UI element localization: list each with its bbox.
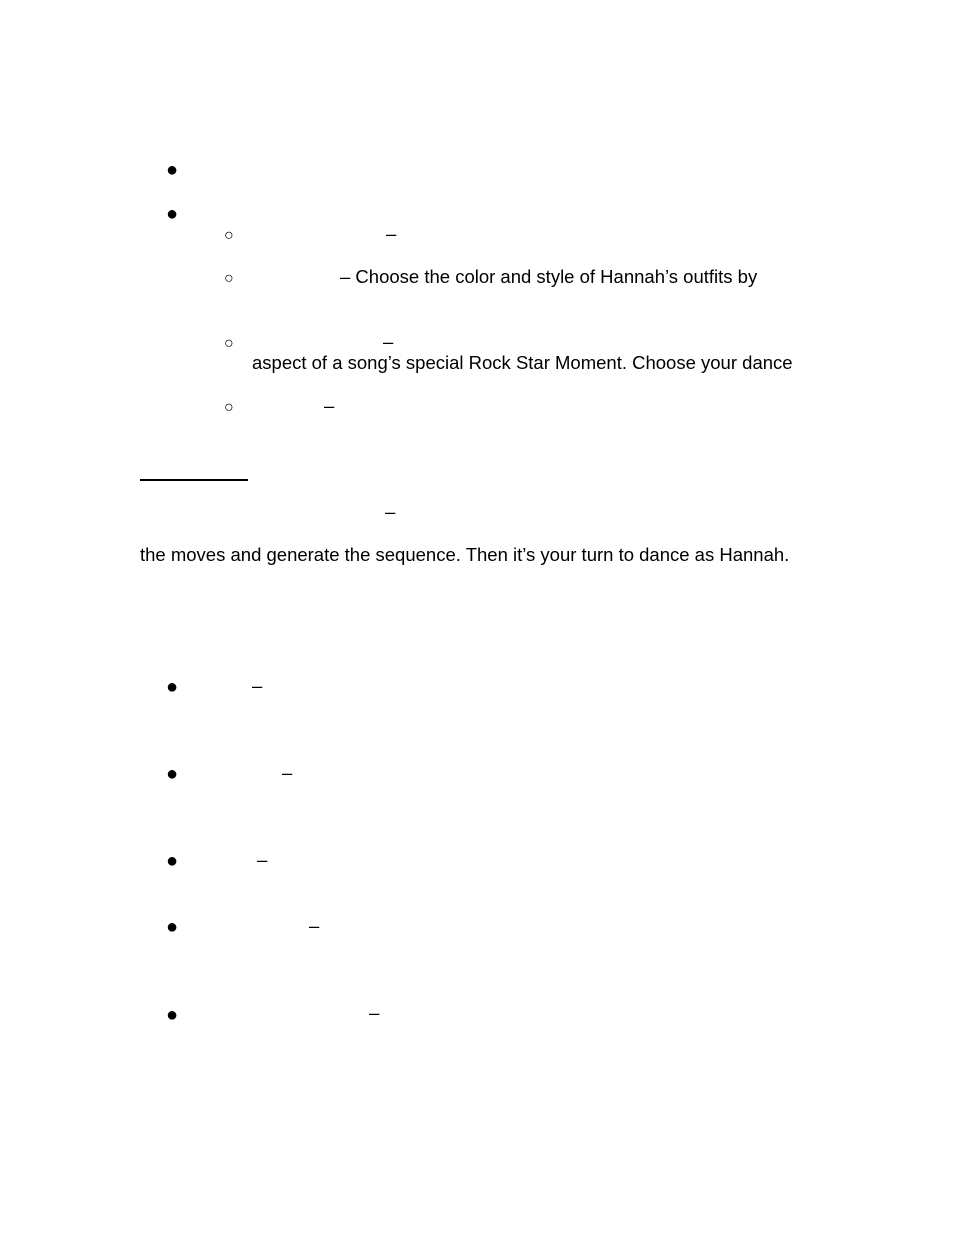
dash-separator: –: [383, 331, 394, 352]
dash-separator: –: [309, 915, 320, 936]
sub-bullet-marker: ○: [224, 270, 234, 287]
dash-separator: –: [252, 675, 263, 696]
outfits-description: – Choose the color and style of Hannah’s outfits by: [340, 266, 758, 287]
bullet-marker: ●: [166, 916, 179, 938]
bullet-marker: ●: [166, 850, 179, 872]
sequence-paragraph: the moves and generate the sequence. Then it’s your turn to dance as Hannah.: [140, 544, 790, 565]
dash-separator: –: [386, 223, 397, 244]
dash-separator: –: [282, 762, 293, 783]
bullet-marker: ●: [166, 203, 179, 225]
bullet-marker: ●: [166, 676, 179, 698]
dash-separator: –: [257, 849, 268, 870]
dash-separator: –: [385, 501, 396, 522]
sub-bullet-marker: ○: [224, 227, 234, 244]
dash-separator: –: [324, 395, 335, 416]
rock-star-description: aspect of a song’s special Rock Star Moment. Choose your dance: [252, 352, 793, 373]
section-heading-underline: [140, 479, 248, 481]
sub-bullet-marker: ○: [224, 335, 234, 352]
bullet-marker: ●: [166, 763, 179, 785]
dash-separator: –: [369, 1002, 380, 1023]
bullet-marker: ●: [166, 159, 179, 181]
sub-bullet-marker: ○: [224, 399, 234, 416]
bullet-marker: ●: [166, 1004, 179, 1026]
